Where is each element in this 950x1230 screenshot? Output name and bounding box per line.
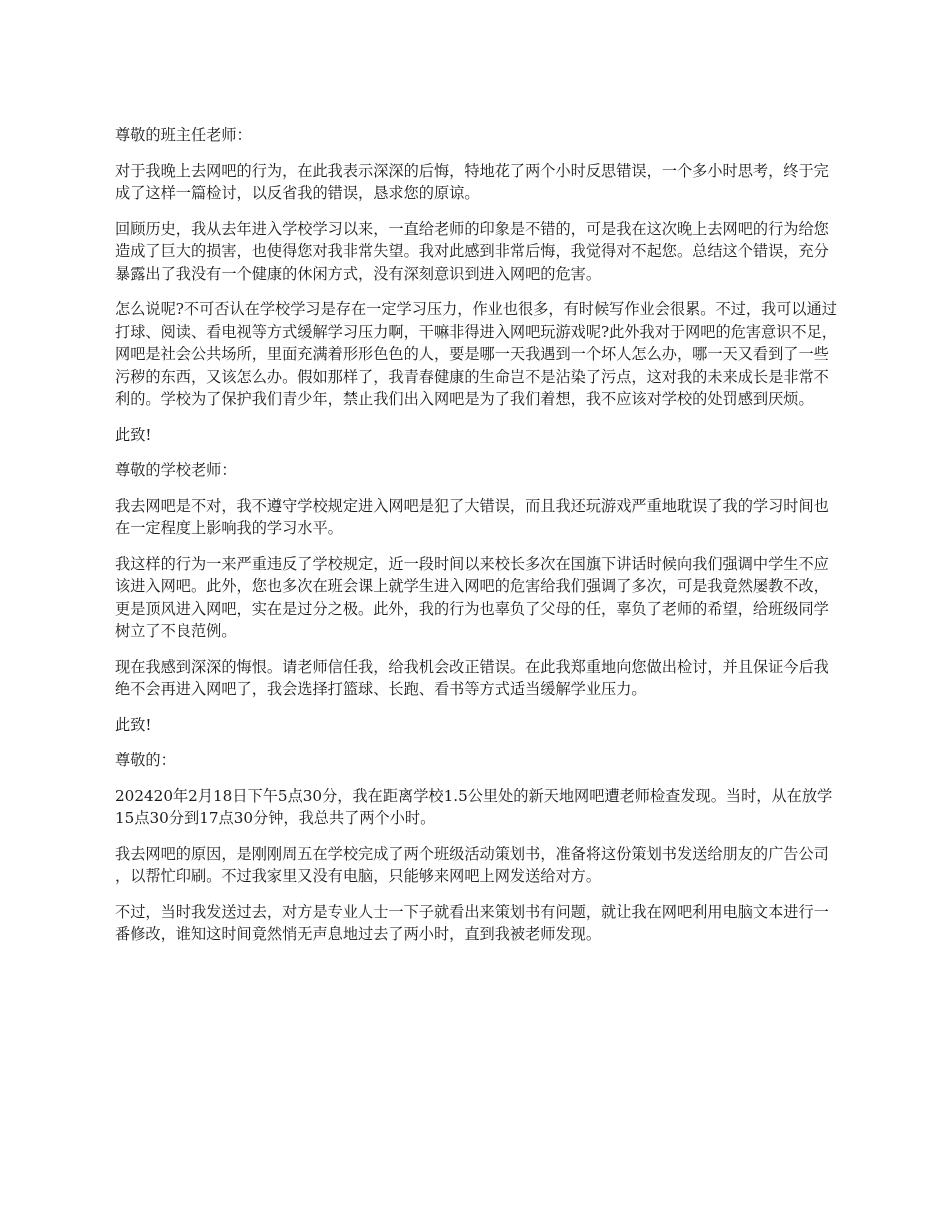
body-paragraph: 我去网吧的原因，是刚刚周五在学校完成了两个班级活动策划书，准备将这份策划书发送给朋友的广告公司，以帮忙印刷。不过我家里又没有电脑，只能够来网吧上网发送给对方。 (115, 844, 829, 885)
body-paragraph: 现在我感到深深的悔恨。请老师信任我，给我机会改正错误。在此我郑重地向您做出检讨，并且保证今后我绝不会再进入网吧了，我会选择打篮球、长跑、看书等方式适当缓解学业压力。 (115, 657, 829, 698)
body-paragraph: 回顾历史，我从去年进入学校学习以来，一直给老师的印象是不错的，可是我在这次晚上去网吧的行为给您造成了巨大的损害，也使得您对我非常失望。我对此感到非常后悔，我觉得对不起您。总结这个错误，充分暴露出了我没有一个健康的休闲方式，没有深刻意识到进入网吧的危害。 (115, 219, 829, 283)
document-body (115, 124, 840, 959)
salutation-school-teacher: 尊敬的学校老师： (115, 461, 237, 479)
closing-line: 此致! (115, 425, 152, 444)
body-paragraph: 202420年2月18日下午5点30分，我在距离学校1.5公里处的新天地网吧遭老师检查发现。当时，从在放学15点30分到17点30分钟，我总共了两个小时。 (115, 786, 833, 827)
body-paragraph: 不过，当时我发送过去，对方是专业人士一下子就看出来策划书有问题，就让我在网吧利用电脑文本进行一番修改，谁知这时间竟然悄无声息地过去了两小时，直到我被老师发现。 (115, 902, 829, 943)
closing-line: 此致! (115, 715, 152, 734)
body-paragraph: 我这样的行为一来严重违反了学校规定，近一段时间以来校长多次在国旗下讲话时候向我们强调中学生不应该进入网吧。此外，您也多次在班会课上就学生进入网吧的危害给我们强调了多次，可是我竟然屡教不改，更是顶风进入网吧，实在是过分之极。此外，我的行为也辜负了父母的任，辜负了老师的希望，给班级同学树立了不良范例。 (115, 554, 829, 640)
body-paragraph: 对于我晚上去网吧的行为，在此我表示深深的后悔，特地花了两个小时反思错误，一个多小时思考，终于完成了这样一篇检讨，以反省我的错误，恳求您的原谅。 (115, 161, 829, 202)
body-paragraph: 我去网吧是不对，我不遵守学校规定进入网吧是犯了大错误，而且我还玩游戏严重地耽误了我的学习时间也在一定程度上影响我的学习水平。 (115, 496, 829, 537)
salutation-class-teacher: 尊敬的班主任老师： (115, 126, 252, 144)
body-paragraph: 怎么说呢?不可否认在学校学习是存在一定学习压力，作业也很多，有时候写作业会很累。不过，我可以通过打球、阅读、看电视等方式缓解学习压力啊，干嘛非得进入网吧玩游戏呢?此外我对于网吧的危害意识不足，网吧是社会公共场所，里面充满着形形色色的人，要是哪一天我遇到一个坏人怎么办，哪一天又看到了一些污秽的东西，又该怎么办。假如那样了，我青春健康的生命岂不是沾染了污点，这对我的未来成长是非常不利的。学校为了保护我们青少年，禁止我们出入网吧是为了我们着想，我不应该对学校的处罚感到厌烦。 (115, 300, 837, 408)
salutation-generic: 尊敬的： (115, 751, 176, 769)
